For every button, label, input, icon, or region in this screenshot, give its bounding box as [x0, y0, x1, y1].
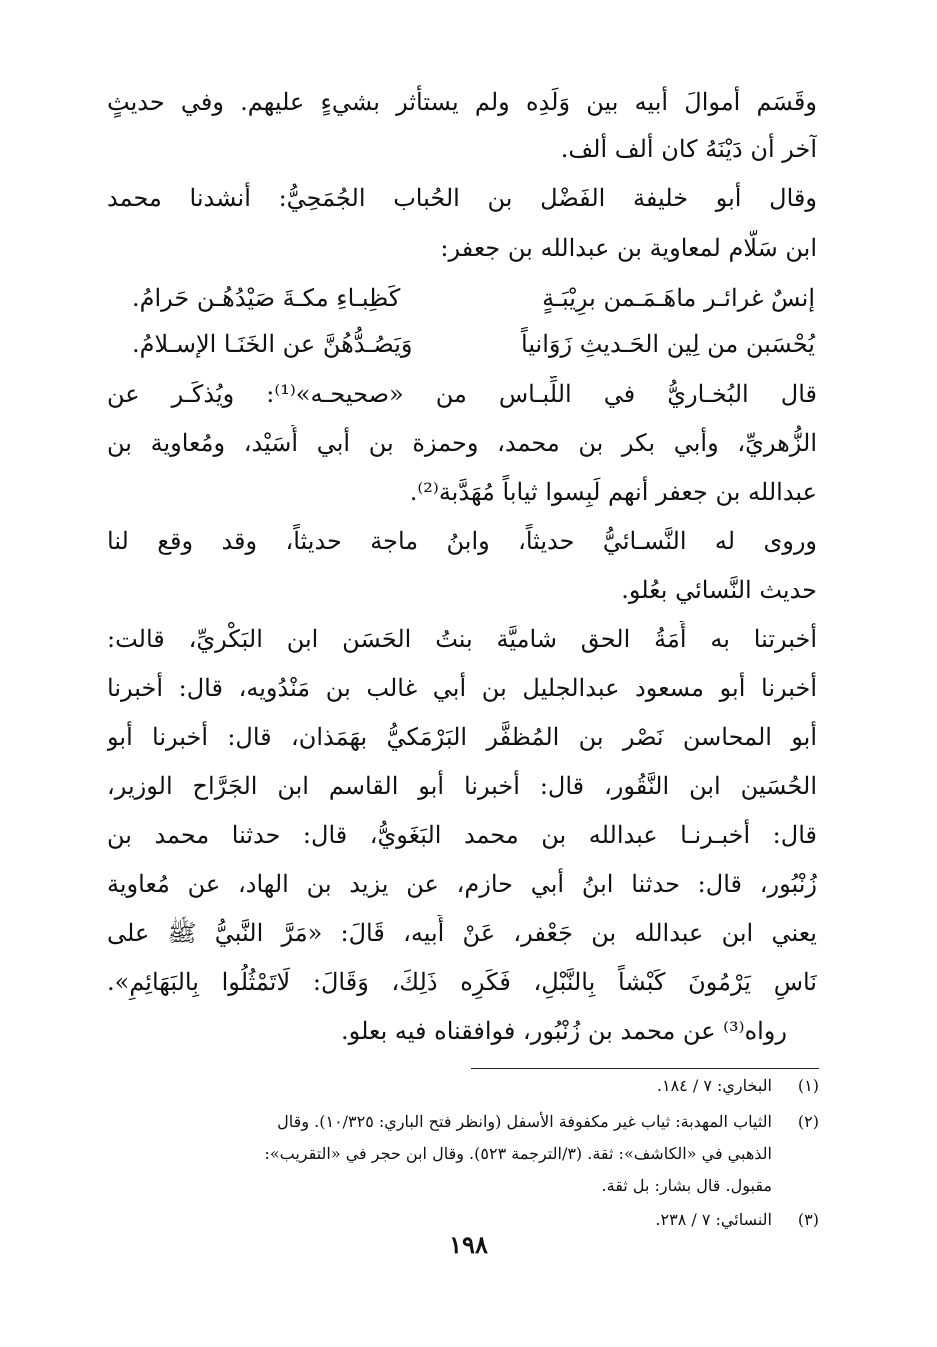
- verse-1-first-hemistich: إنسٌ غرائـر ماهَـمَـمن برِيْبَـةٍ: [542, 284, 815, 312]
- text-line-11: أخبرنا أبو مسعود عبدالجليل بن أبي غالب بن مَنْدُويه، قال: أخبرنا: [107, 674, 817, 702]
- text-line-17: نَاسٍ يَرْمُونَ كَبْشاً بِالنَّبْلِ، فَكَرِه ذَلِكَ، وَقَالَ: لَاتَمْثُلُوا بِالبَهَائِمِ».: [107, 968, 817, 996]
- footnote-3-text: النسائي: ٧ / ٢٣٨.: [655, 1210, 772, 1229]
- verse-1-second-hemistich: كَظِبـاءِ مكـةَ صَيْدُهُـن حَرامُ.: [132, 284, 401, 312]
- footnote-2-text-line-2: الذهبي في «الكاشف»: ثقة. (٣/الترجمة ٥٢٣). وقال ابن حجر في «التقريب»:: [264, 1144, 772, 1163]
- footnote-3-number: (٣): [797, 1210, 819, 1229]
- footnote-1-number: (١): [797, 1076, 819, 1095]
- text-line-3: وقال أبو خليفة الفَضْل بن الحُباب الجُمَحِيُّ: أنشدنا محمد: [107, 184, 817, 212]
- page-number: ١٩٨: [449, 1230, 488, 1259]
- verse-2-first-hemistich: يُحْسَبن من لِين الحَـديثِ زَوَانياً: [521, 330, 815, 358]
- text-line-7: عبدالله بن جعفر أنهم لَبِسوا ثياباً مُهَدَّبة⁽²⁾.: [409, 478, 817, 506]
- text-line-5: قال البُخـاريُّ في اللِّبـاس من «صحيحـه»⁽¹⁾: ويُذكَـر عن: [107, 380, 817, 408]
- footnote-2-text-line-1: الثياب المهدبة: ثياب غير مكفوفة الأسفل (وانظر فتح الباري: ١٠/٣٢٥). وقال: [277, 1112, 772, 1131]
- text-line-6: الزُّهريِّ، وأبي بكر بن محمد، وحمزة بن أبي أُسَيْد، ومُعاوية بن: [107, 429, 817, 457]
- verse-2-second-hemistich: وَيَصُـدُّهُنَّ عن الخَنَـا الإسـلامُ.: [132, 330, 413, 358]
- text-line-18: رواه⁽³⁾ عن محمد بن زُنْبُور، فوافقناه فيه بعلو.: [341, 1017, 787, 1045]
- text-line-2: آخر أن دَيْنَهُ كان ألف ألف.: [560, 135, 817, 163]
- text-line-1: وقَسَم أموالَ أبيه بين وَلَدِه ولم يستأثر بشيءٍ عليهم. وفي حديثٍ: [107, 88, 817, 116]
- text-line-15: زُنْبُور، قال: حدثنا ابنُ أبي حازم، عن يزيد بن الهاد، عن مُعاوية: [107, 870, 817, 898]
- text-line-10: أخبرتنا به أَمَةُ الحق شاميَّة بنتُ الحَسَن ابن البَكْريِّ، قالت:: [107, 625, 817, 653]
- footnote-1-text: البخاري: ٧ / ١٨٤.: [656, 1076, 772, 1095]
- text-line-8: وروى له النَّسـائيُّ حديثاً، وابنُ ماجة حديثاً، وقد وقع لنا: [107, 527, 817, 555]
- text-line-13: الحُسَين ابن النَّقُور، قال: أخبرنا أبو القاسم ابن الجَرَّاح الوزير،: [107, 772, 817, 800]
- text-line-9: حديث النَّسائي بعُلو.: [621, 576, 817, 604]
- text-line-4: ابن سَلّام لمعاوية بن عبدالله بن جعفر:: [440, 234, 817, 262]
- footnote-2-text-line-3: مقبول. قال بشار: بل ثقة.: [601, 1176, 772, 1195]
- footnote-separator: [471, 1068, 819, 1069]
- text-line-16: يعني ابن عبدالله بن جَعْفر، عَنْ أَبيه، قَالَ: «مَرَّ النَّبيُّ ﷺ على: [107, 919, 817, 947]
- text-line-14: قال: أخبـرنـا عبدالله بن محمد البَغَويُّ، قال: حدثنا محمد بن: [107, 821, 817, 849]
- footnote-2-number: (٢): [797, 1112, 819, 1131]
- text-line-12: أبو المحاسن نَصْر بن المُظفَّر البَرْمَكيُّ بهَمَذان، قال: أخبرنا أبو: [107, 723, 817, 751]
